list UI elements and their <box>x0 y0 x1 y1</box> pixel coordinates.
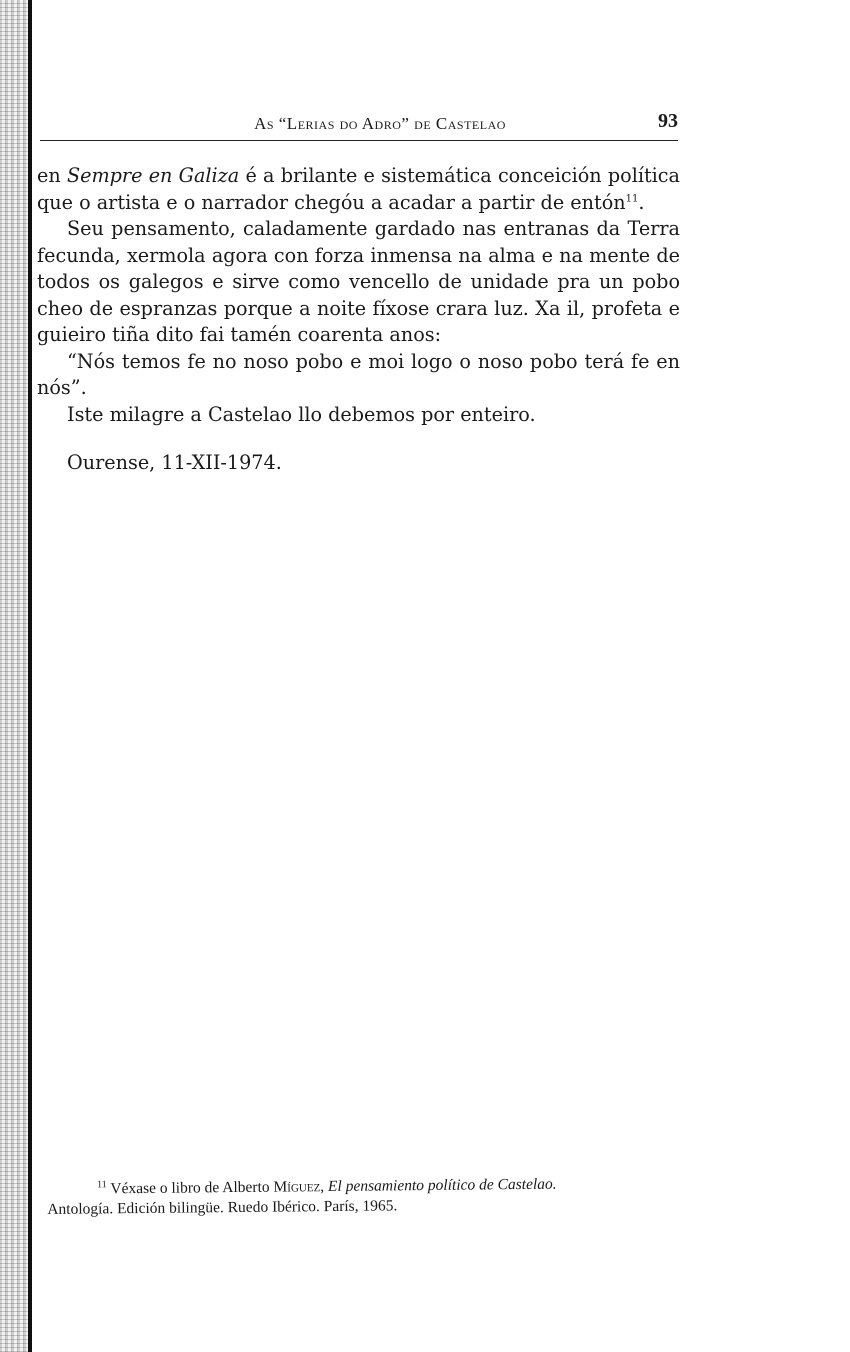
footnote-book-title: El pensamiento político de Castelao. <box>327 1175 557 1196</box>
p1-book-title: Sempre en Galiza <box>66 164 240 187</box>
paragraph-2: Seu pensamento, caladamente gardado nas entranas da Terra fecunda, xermola agora con forza inmensa na alma e na mente de todos os galegos e sirve como vencello de unidade pra un pobo cheo de espranzas porque a noite fíxose crara luz. Xa il, profeta e guieiro tiña dito fai tamén coarenta anos: <box>37 217 680 346</box>
page-number: 93 <box>658 110 678 132</box>
footnote-author: Míguez <box>273 1178 321 1196</box>
paragraph-4: Iste milagre a Castelao llo debemos por enteiro. <box>67 402 536 426</box>
quotation: “Nós temos fe no noso pobo e moi logo o noso pobo terá fe en nós”. <box>37 349 680 399</box>
binding-shadow <box>28 0 32 1352</box>
footnote <box>47 1173 699 1220</box>
running-head-title: As “Lerias do Adro” de Castelao <box>254 114 506 133</box>
p1-text: é a brilante e sistemática conceición política que o artista e o narrador chegóu a acadar a partir de entón <box>37 164 680 214</box>
running-head <box>40 110 680 140</box>
footnote-text: $^{11}$ Véxase o libro de Alberto Míguez, El pensamiento político de Castelao. <box>96 1175 557 1198</box>
p1-end: . <box>638 190 645 214</box>
place-date: Ourense, 11-XII-1974. <box>67 451 282 474</box>
main-text <box>37 163 680 477</box>
footnote-lead: Véxase o libro de Alberto <box>110 1178 274 1198</box>
footnote-ref: 11 <box>625 193 639 205</box>
p1-pre: en <box>37 164 67 187</box>
spacer <box>37 428 680 450</box>
footnote-number: 11 <box>96 1179 107 1191</box>
header-rule <box>40 140 678 141</box>
footnote-rest: Antología. Edición bilingüe. Ruedo Ibérico. París, 1965. <box>47 1197 398 1218</box>
paragraph-1 <box>37 163 680 216</box>
